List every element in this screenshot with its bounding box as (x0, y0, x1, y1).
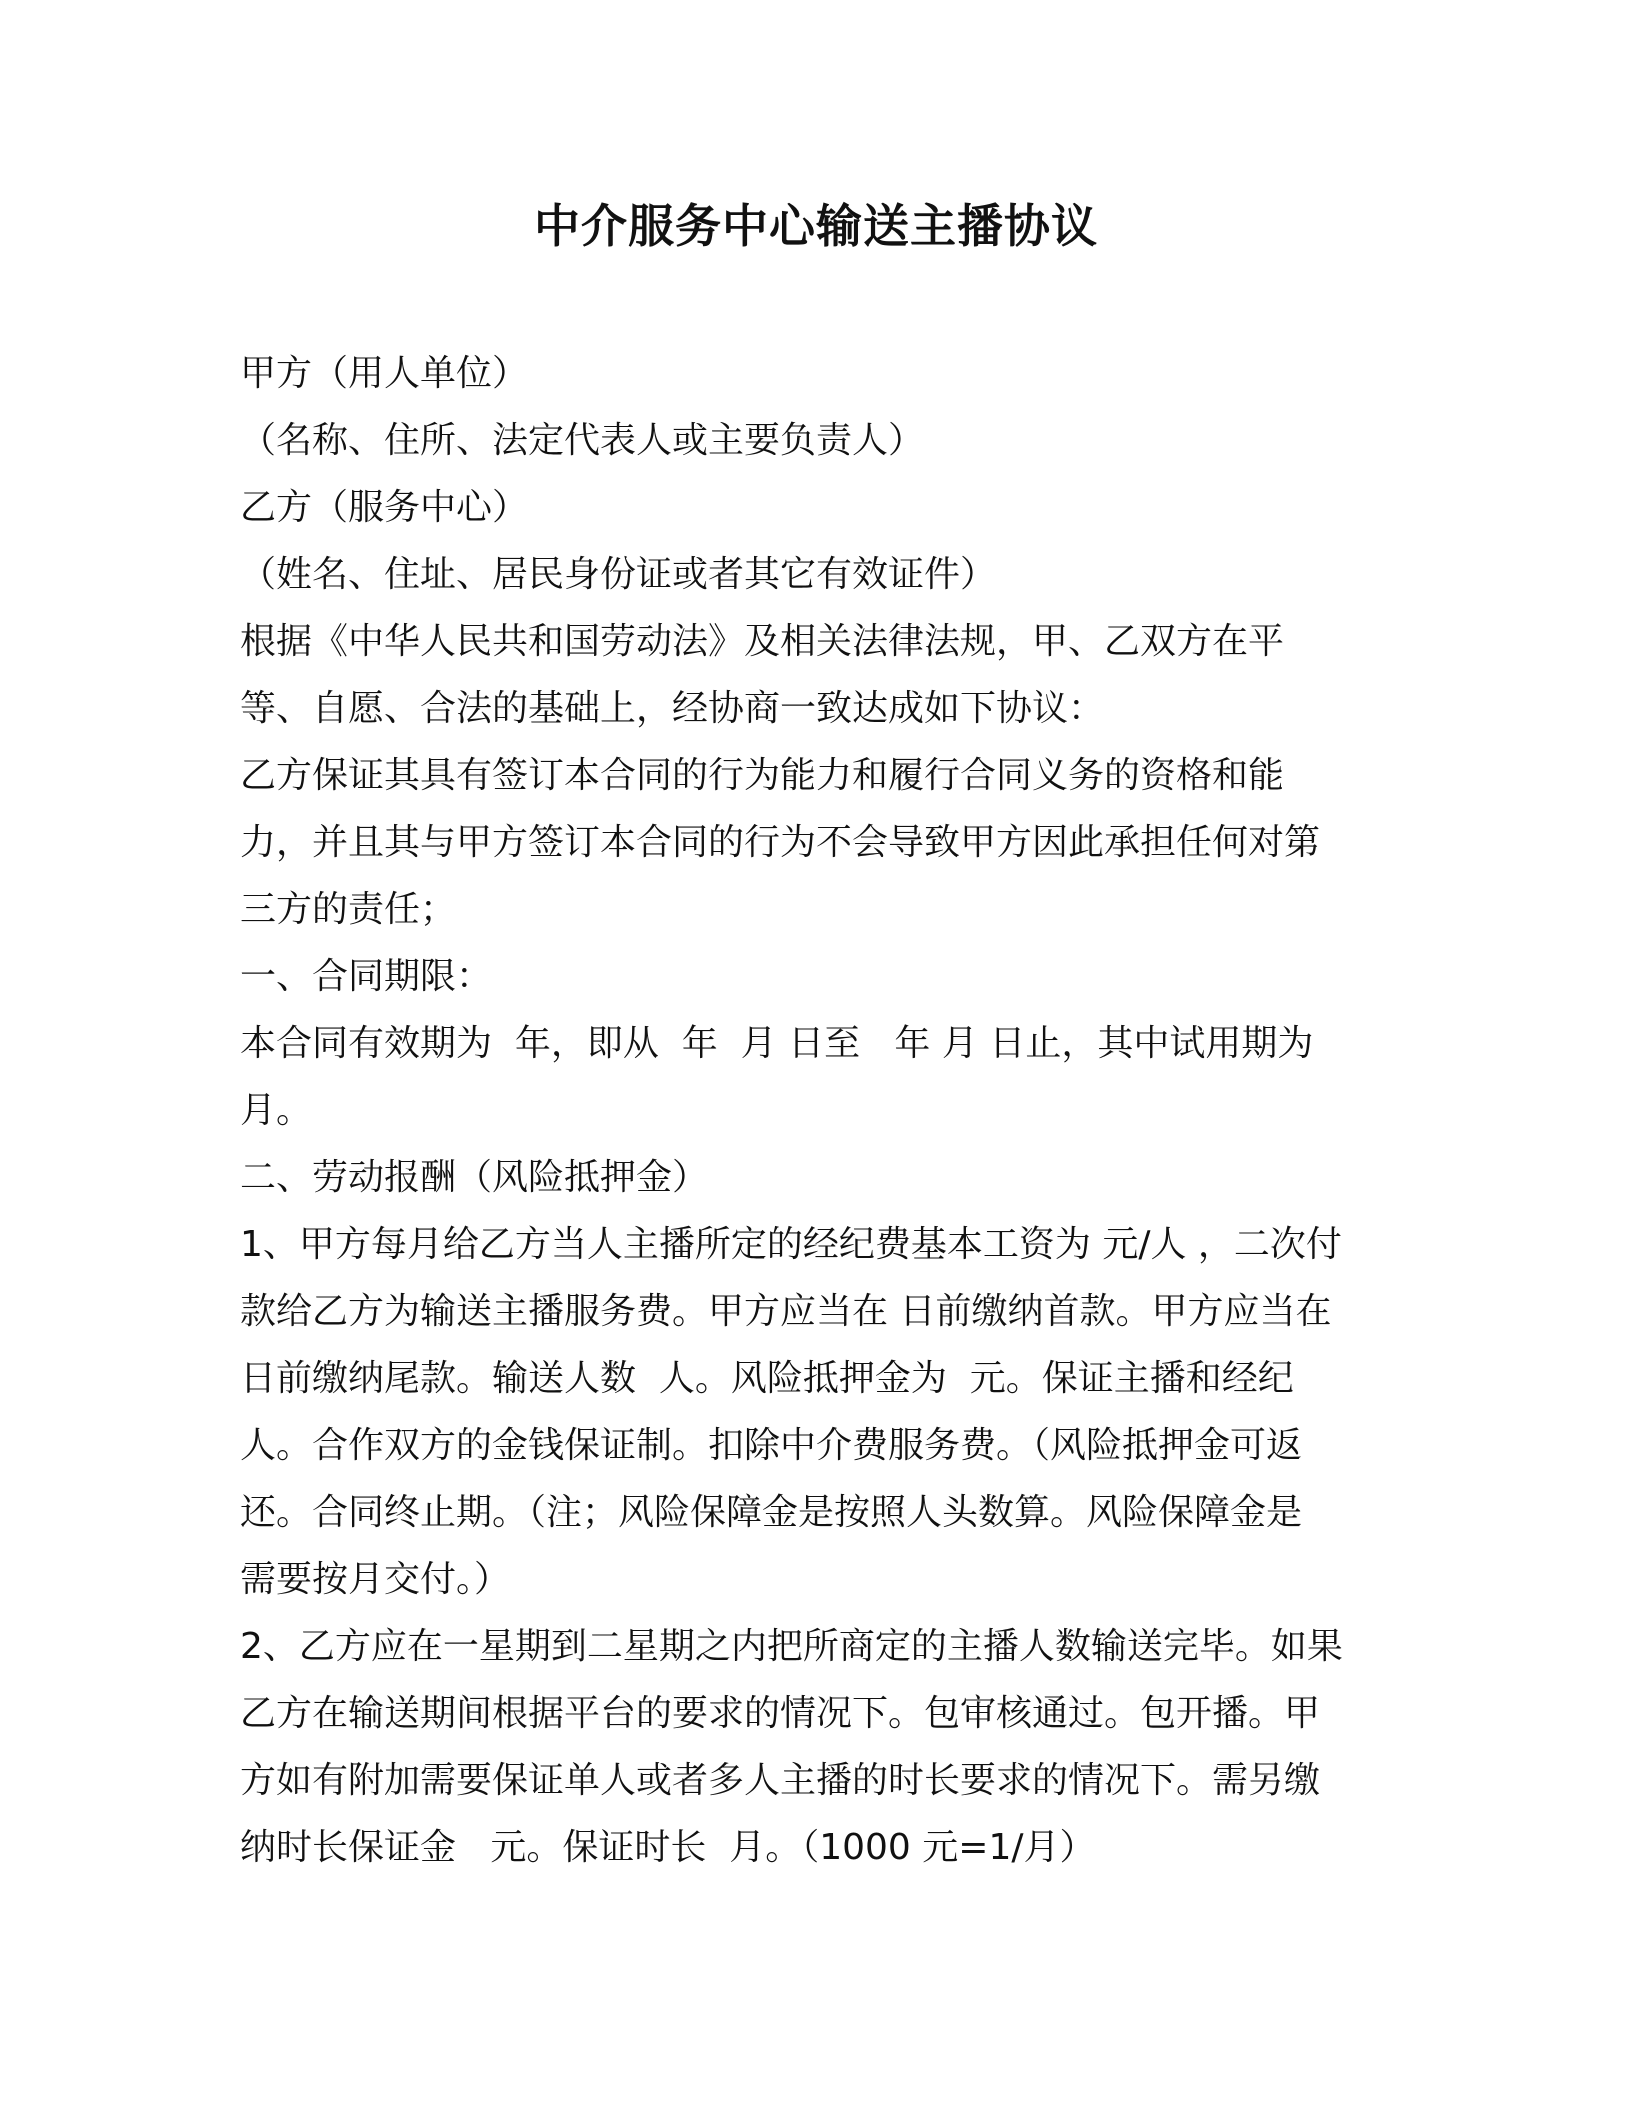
text-line: 需要按月交付。） (240, 1559, 511, 1600)
text-line: 日前缴纳尾款。输送人数 人。风险抵押金为 元。保证主播和经纪 (240, 1358, 1294, 1399)
text-line: （名称、住所、法定代表人或主要负责人） (240, 420, 925, 461)
text-line: 方如有附加需要保证单人或者多人主播的时长要求的情况下。需另缴 (240, 1760, 1321, 1801)
text-line: 款给乙方为输送主播服务费。甲方应当在 日前缴纳首款。甲方应当在 (240, 1291, 1332, 1332)
text-line: 甲方（用人单位） (240, 353, 529, 394)
text-line: 2、乙方应在一星期到二星期之内把所商定的主播人数输送完毕。如果 (240, 1626, 1343, 1667)
text-line: 等、自愿、合法的基础上，经协商一致达成如下协议： (240, 688, 1105, 729)
text-line: 三方的责任； (240, 889, 457, 930)
text-line: 人。合作双方的金钱保证制。扣除中介费服务费。（风险抵押金可返 (240, 1425, 1303, 1466)
text-line: 本合同有效期为 年，即从 年 月 日至 年 月 日止，其中试用期为 (240, 1023, 1314, 1064)
text-line: 力，并且其与甲方签订本合同的行为不会导致甲方因此承担任何对第 (240, 822, 1321, 863)
document-body (240, 340, 1380, 1881)
text-line: 月。 (240, 1090, 313, 1131)
text-line: 根据《中华人民共和国劳动法》及相关法律法规，甲、乙双方在平 (240, 621, 1285, 662)
text-line: （姓名、住址、居民身份证或者其它有效证件） (240, 554, 997, 595)
text-line: 1、甲方每月给乙方当人主播所定的经纪费基本工资为 元/人 ，二次付 (240, 1224, 1342, 1265)
text-line: 纳时长保证金 元。保证时长 月。（1000 元=1/月） (240, 1827, 1096, 1868)
text-line: 乙方保证其具有签订本合同的行为能力和履行合同义务的资格和能 (240, 755, 1285, 796)
text-line: 乙方在输送期间根据平台的要求的情况下。包审核通过。包开播。甲 (240, 1693, 1321, 1734)
section-heading: 二、劳动报酬（风险抵押金） (240, 1157, 709, 1198)
text-line: 还。合同终止期。（注；风险保障金是按照人头数算。风险保障金是 (240, 1492, 1303, 1533)
page-title: 中介服务中心输送主播协议 (534, 199, 1098, 253)
section-heading: 一、合同期限： (240, 956, 493, 997)
text-line: 乙方（服务中心） (240, 487, 529, 528)
